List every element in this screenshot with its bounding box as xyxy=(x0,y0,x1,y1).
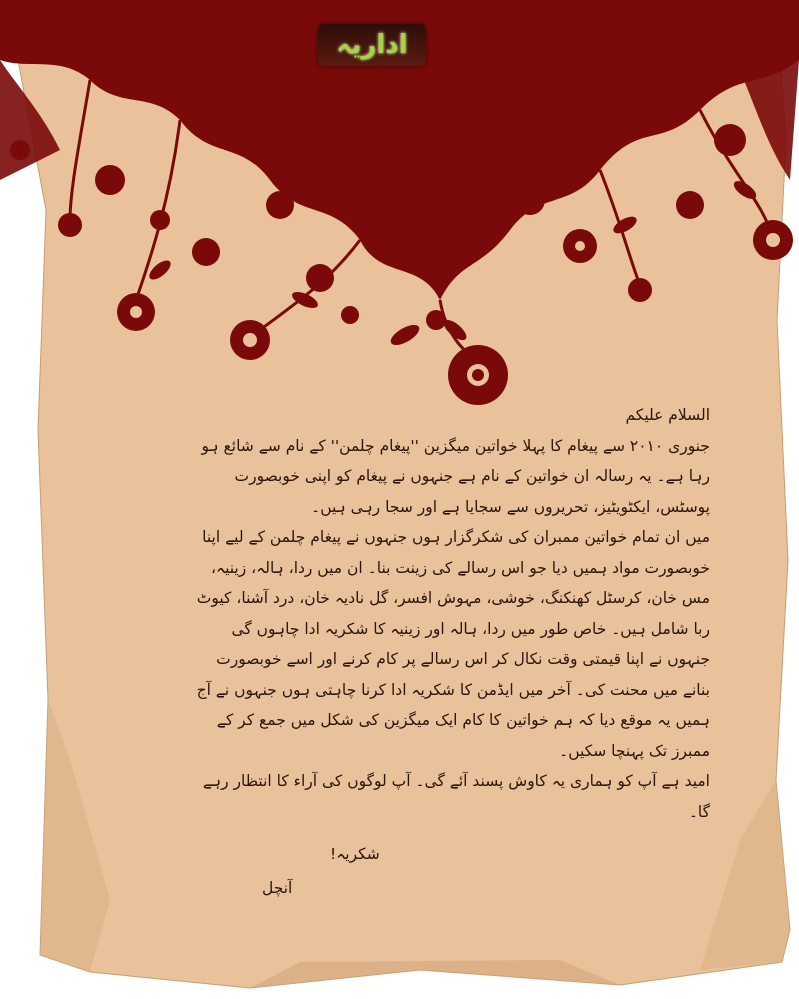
salutation: السلام علیکم xyxy=(625,406,710,424)
page-title: اداریہ xyxy=(336,30,408,60)
signature: آنچل xyxy=(262,879,293,897)
thanks-text: شکریہ! xyxy=(330,845,380,863)
paragraph-thanks: میں ان تمام خواتین ممبران کی شکرگزار ہوں جنہوں نے پیغام چلمن کے لیے اپنا خوبصورت مواد ہمیں دیا جو اس رسالے کی زینت بنا۔ ان میں ردا، ہالہ، زینیہ، مس خان، کرسٹل کھنکنگ، خوشی، مہوش افسر، گل نادیہ خان، درد آشنا، کیوٹ ربا شامل ہیں۔ خاص طور میں ردا، ہالہ اور زینیہ کا شکریہ ادا چاہوں گی جنہوں نے اپنا قیمتی وقت نکال کر اس رسالے پر کام کرنے اور اسے خوبصورت بنانے میں محنت کی۔ آخر میں ایڈمن کا شکریہ ادا کرنا چاہتی ہوں جنہوں نے آج ہمیں یہ موقع دیا کہ ہم خواتین کا کام ایک میگزین کی شکل میں جمع کر کے ممبرز تک پہنچا سکیں۔ xyxy=(196,528,710,760)
paragraph-intro: جنوری ۲۰۱۰ سے پیغام کا پہلا خواتین میگزین ''پیغام چلمن'' کے نام سے شائع ہو رہا ہے۔ یہ رسالہ ان خواتین کے نام ہے جنہوں نے پیغام کو اپنی خوبصورت پوسٹس، ایکٹویٹیز، تحریروں سے سجایا ہے اور سجا رہی ہیں۔ xyxy=(201,436,710,516)
letter-body xyxy=(190,400,710,827)
paragraph-closing: امید ہے آپ کو ہماری یہ کاوش پسند آئے گی۔ آپ لوگوں کی آراء کا انتظار رہے گا۔ xyxy=(202,772,710,821)
title-banner xyxy=(318,24,426,66)
